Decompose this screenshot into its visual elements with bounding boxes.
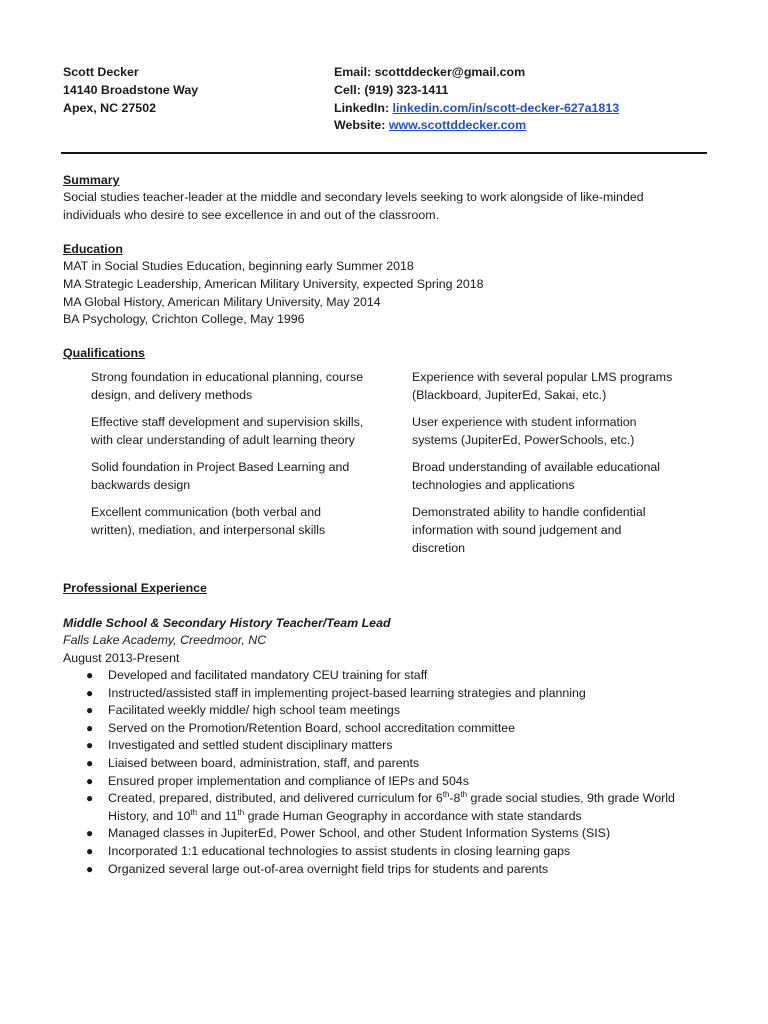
- experience-bullet: [63, 737, 713, 755]
- qualification-item: Strong foundation in educational planning, course design, and delivery methods: [91, 370, 364, 402]
- email-value: scottddecker@gmail.com: [374, 65, 526, 79]
- experience-bullet-text: Facilitated weekly middle/ high school team meetings: [108, 703, 401, 718]
- curriculum-part: grade social studies, 9th grade World History, and 10: [108, 791, 675, 823]
- cell-line: [334, 82, 734, 100]
- ordinal-suffix: th: [237, 807, 245, 817]
- bullet-icon: ●: [86, 738, 94, 753]
- contact-details-block: [334, 64, 734, 135]
- street-address: 14140 Broadstone Way: [63, 82, 199, 97]
- website-label: Website:: [334, 118, 386, 133]
- bullet-icon: ●: [86, 720, 94, 735]
- experience-bullet: [63, 755, 713, 773]
- bullet-icon: ●: [86, 668, 94, 682]
- header-divider: [61, 152, 707, 154]
- bullet-icon: ●: [86, 826, 94, 841]
- qualification-item: User experience with student information systems (JupiterEd, PowerSchools, etc.): [412, 415, 637, 447]
- qualifications-heading: Qualifications: [63, 346, 145, 360]
- experience-bullet-text: Managed classes in JupiterEd, Power School, and other Student Information Systems (SIS): [108, 826, 611, 841]
- qualification-item: Experience with several popular LMS programs (Blackboard, JupiterEd, Sakai, etc.): [412, 370, 673, 402]
- education-item: BA Psychology, Crichton College, May 1996: [63, 312, 305, 326]
- experience-bullet-text: Served on the Promotion/Retention Board, school accreditation committee: [108, 720, 516, 735]
- bullet-icon: ●: [86, 861, 94, 876]
- linkedin-link[interactable]: linkedin.com/in/scott-decker-627a1813: [392, 100, 620, 115]
- contact-address-block: [63, 64, 323, 117]
- city-state-zip: Apex, NC 27502: [63, 100, 156, 115]
- linkedin-label: LinkedIn:: [334, 100, 390, 115]
- cell-label: Cell:: [334, 82, 361, 97]
- website-line: [334, 117, 734, 135]
- curriculum-part: and 11: [197, 808, 238, 823]
- experience-bullet-text: Investigated and settled student disciplinary matters: [108, 738, 393, 753]
- experience-bullet-curriculum: [63, 790, 713, 825]
- website-link[interactable]: www.scottddecker.com: [388, 118, 527, 133]
- ordinal-suffix: th: [442, 790, 450, 800]
- experience-bullet-text: Incorporated 1:1 educational technologies to assist students in closing learning gaps: [108, 843, 571, 858]
- curriculum-part: Created, prepared, distributed, and delivered curriculum for 6: [108, 791, 443, 806]
- summary-line: Social studies teacher-leader at the middle and secondary levels seeking to work alongside of like-minded: [63, 190, 644, 204]
- experience-bullet: [63, 720, 713, 738]
- bullet-icon: ●: [86, 703, 94, 718]
- experience-bullet: [63, 702, 713, 720]
- experience-bullet-text: Instructed/assisted staff in implementing project-based learning strategies and planning: [108, 685, 586, 700]
- experience-heading: Professional Experience: [63, 581, 207, 595]
- ordinal-suffix: th: [190, 807, 198, 817]
- education-item: MAT in Social Studies Education, beginning early Summer 2018: [63, 259, 414, 273]
- experience-bullet-list: [63, 667, 713, 878]
- qualification-item: Solid foundation in Project Based Learning and backwards design: [91, 460, 350, 492]
- experience-bullet: [63, 843, 713, 861]
- qualification-item: Excellent communication (both verbal and written), mediation, and interpersonal skills: [91, 505, 326, 537]
- bullet-icon: ●: [86, 685, 94, 700]
- experience-bullet: [63, 685, 713, 703]
- bullet-icon: ●: [86, 755, 94, 770]
- job-title: Middle School & Secondary History Teacher/Team Lead: [63, 616, 391, 630]
- experience-bullet-text: Developed and facilitated mandatory CEU training for staff: [108, 668, 428, 682]
- education-heading: Education: [63, 242, 123, 256]
- experience-bullet-text: Organized several large out-of-area overnight field trips for students and parents: [108, 861, 549, 876]
- experience-bullet: [63, 861, 713, 879]
- experience-bullet-text: Ensured proper implementation and compliance of IEPs and 504s: [108, 773, 469, 788]
- bullet-icon: ●: [86, 791, 94, 806]
- experience-bullet: [63, 825, 713, 843]
- email-line: [334, 64, 734, 82]
- job-organization: Falls Lake Academy, Creedmoor, NC: [63, 633, 267, 647]
- curriculum-text: [108, 791, 675, 823]
- job-dates: August 2013-Present: [63, 651, 180, 665]
- education-item: MA Strategic Leadership, American Military University, expected Spring 2018: [63, 277, 484, 291]
- ordinal-suffix: th: [460, 790, 468, 800]
- linkedin-line: [334, 100, 734, 118]
- curriculum-part: -8: [449, 791, 461, 806]
- applicant-name: Scott Decker: [63, 65, 139, 79]
- cell-value: (919) 323-1411: [364, 82, 449, 97]
- bullet-icon: ●: [86, 843, 94, 858]
- qualification-item: Broad understanding of available educational technologies and applications: [412, 460, 660, 492]
- experience-bullet: [63, 667, 713, 685]
- qualification-item: Effective staff development and supervision skills, with clear understanding of adult learning theory: [91, 415, 364, 447]
- bullet-icon: ●: [86, 773, 94, 788]
- summary-heading: Summary: [63, 173, 120, 187]
- summary-line: individuals who desire to see excellence in and out of the classroom.: [63, 208, 440, 222]
- experience-bullet: [63, 773, 713, 791]
- qualification-item: Demonstrated ability to handle confidential information with sound judgement and discretion: [412, 505, 646, 555]
- education-item: MA Global History, American Military University, May 2014: [63, 295, 381, 309]
- experience-bullet-text: Liaised between board, administration, staff, and parents: [108, 755, 420, 770]
- email-label: Email:: [334, 65, 372, 79]
- curriculum-part: grade Human Geography in accordance with state standards: [244, 808, 582, 823]
